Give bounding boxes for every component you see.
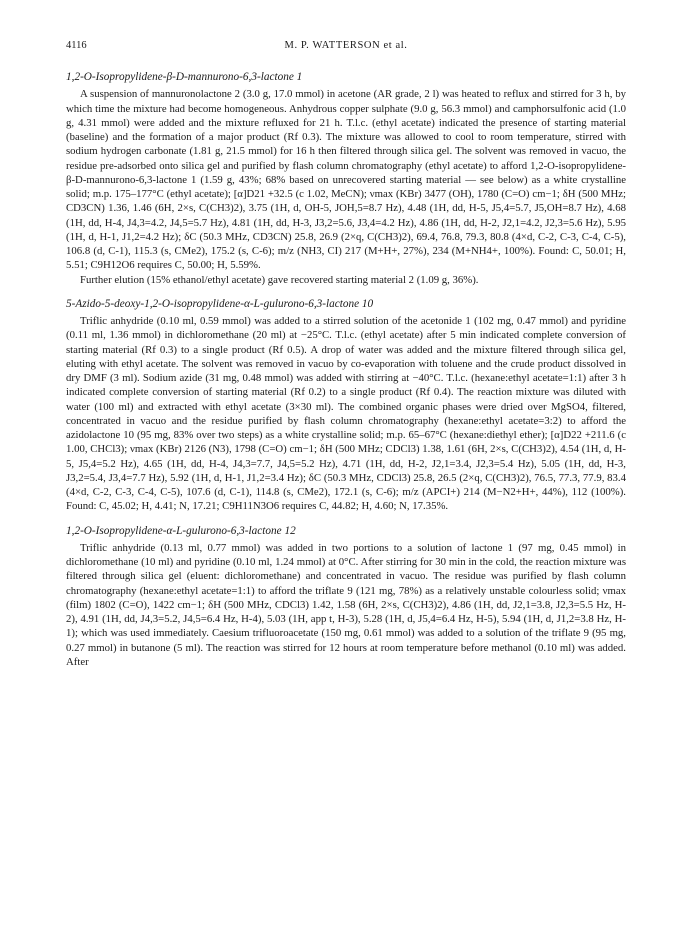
paragraph-lactone-1-recovery: Further elution (15% ethanol/ethyl acetate) gave recovered starting material 2 (1.09 g, 36%). (80, 273, 479, 286)
paragraph-lactone-12-prep: Triflic anhydride (0.13 ml, 0.77 mmol) was added in two portions to a solution of lactone 1 (97 mg, 0.45 mmol) in dichloromethane (10 ml) and pyridine (0.10 ml, 1.24 mmol) at 0°C. After stirring for 30 min in the cold, the reaction mixture was filtered through silica gel (eluent: dichloromethane) and concentrated in vacuo. The residue was purified by flash column chromatography (hexane:ethyl acetate=1:1) to afford the triflate 9 (121 mg, 78%) as a relatively unstable colourless solid; νmax (film) 1802 (C=O), 1422 cm−1; δH (500 MHz, CDCl3) 1.42, 1.58 (6H, 2×s, C(CH3)2), 4.86 (1H, dd, J2,1=3.8, J2,3=5.5 Hz, H-2), 4.91 (1H, dd, J4,3=5.2, J4,5=6.4 Hz, H-4), 5.03 (1H, app t, H-3), 5.28 (1H, d, J5,4=6.4 Hz, H-5), 5.94 (1H, d, J1,2=3.8 Hz, H-1); which was used immediately. Caesium trifluoroacetate (150 mg, 0.61 mmol) was added to a solution of the triflate 9 (95 mg, 0.27 mmol) in butanone (5 ml). The reaction was stirred for 12 hours at room temperature before methanol (0.10 ml) was added. After (66, 541, 626, 668)
section-heading-lactone-1: 1,2-O-Isopropylidene-β-D-mannurono-6,3-lactone 1 (66, 71, 303, 83)
running-title: M. P. WATTERSON et al. (284, 40, 408, 51)
paragraph-lactone-1-prep: A suspension of mannuronolactone 2 (3.0 g, 17.0 mmol) in acetone (AR grade, 2 l) was heated to reflux and stirred for 3 h, by which time the mixture had become homogeneous. Anhydrous copper sulphate (9.0 g, 56.3 mmol) and camphorsulfonic acid (1.0 g, 4.31 mmol) were added and the mixture refluxed for 21 h. T.l.c. (ethyl acetate) indicated the presence of starting material (baseline) and the formation of a major product (Rf 0.3). The mixture was allowed to cool to room temperature, stirred with sodium hydrogen carbonate (1.81 g, 21.5 mmol) for 16 h then filtered through silica gel. The solvent was removed in vacuo, the residue pre-adsorbed onto silica gel and purified by flash column chromatography (ethyl acetate) to afford 1,2-O-isopropylidene-β-D-mannurono-6,3-lactone 1 (1.59 g, 43%; 68% based on unrecovered starting material — see below) as a white crystalline solid; m.p. 175–177°C (ethyl acetate); [α]D21 +32.5 (c 1.02, MeCN); νmax (KBr) 3477 (OH), 1780 (C=O) cm−1; δH (500 MHz; CD3CN) 1.36, 1.46 (6H, 2×s, C(CH3)2), 3.75 (1H, d, OH-5, JOH,5=8.7 Hz), 4.48 (1H, dd, H-5, J5,4=5.7, J5,OH=8.7 Hz), 4.68 (1H, dd, H-4, J4,3=4.2, J4,5=5.7 Hz), 4.81 (1H, dd, H-3, J3,2=5.6, J3,4=4.2 Hz), 4.86 (1H, dd, H-2, J2,1=4.2, J2,3=5.6 Hz), 5.95 (1H, d, H-1, J1,2=4.2 Hz); δC (50.3 MHz, CD3CN) 25.8, 26.9 (2×q, C(CH3)2), 69.4, 76.8, 79.3, 80.8 (4×d, C-2, C-3, C-4, C-5), 106.8 (d, C-1), 115.3 (s, CMe2), 175.2 (s, C-6); m/z (NH3, CI) 217 (M+H+, 27%), 234 (M+NH4+, 100%). Found: C, 50.01; H, 5.51; C9H12O6 requires C, 50.00; H, 5.59%. (66, 88, 626, 272)
page-header (66, 40, 626, 56)
section-heading-lactone-12: 1,2-O-Isopropylidene-α-L-gulurono-6,3-lactone 12 (66, 524, 296, 537)
article-body (66, 70, 626, 669)
paragraph-azidolactone-10-prep: Triflic anhydride (0.10 ml, 0.59 mmol) was added to a stirred solution of the acetonide 1 (102 mg, 0.47 mmol) and pyridine (0.11 ml, 1.36 mmol) in dichloromethane (20 ml) at −25°C. T.l.c. (ethyl acetate) after 5 min indicated complete conversion of starting material (Rf 0.3) to a single product (Rf 0.5). A drop of water was added and the mixture filtered through silica gel, eluting with ethyl acetate. The solvent was removed in vacuo by co-evaporation with toluene and the crude product dissolved in dry DMF (3 ml). Sodium azide (31 mg, 0.48 mmol) was added with stirring at −40°C. T.l.c. (hexane:ethyl acetate=1:1) after 3 h indicated complete conversion of starting material (Rf 0.2) to a single product (Rf 0.4). The reaction mixture was diluted with water (100 ml) and extracted with ethyl acetate (3×30 ml). The combined organic phases were dried over MgSO4, filtered, concentrated in vacuo and the residue purified by flash column chromatography (hexane:ethyl acetate=3:2) to afford the azidolactone 10 (95 mg, 83% over two steps) as a white crystalline solid; m.p. 65–67°C (hexane:diethyl ether); [α]D22 +211.6 (c 1.00, CHCl3); νmax (KBr) 2126 (N3), 1798 (C=O) cm−1; δH (500 MHz; CDCl3) 1.38, 1.61 (6H, 2×s, C(CH3)2), 4.54 (1H, d, H-5, J5,4=5.2 Hz), 4.65 (1H, dd, H-4, J4,3=7.7, J4,5=5.2 Hz), 4.71 (1H, dd, H-2, J2,1=3.4, J2,3=5.4 Hz), 5.05 (1H, dd, H-3, J3,2=5.4, J3,4=7.7 Hz), 5.92 (1H, d, H-1, J1,2=3.4 Hz); δC (50.3 MHz, CDCl3) 25.8, 26.5 (2×q, C(CH3)2), 76.5, 77.3, 77.9, 83.4 (4×d, C-2, C-3, C-4, C-5), 107.6 (d, C-1), 114.8 (s, CMe2), 172.1 (s, C-6); m/z (APCI+) 214 (M−N2+H+, 44%), 112 (100%). Found: C, 45.02; H, 4.41; N, 17.21; C9H11N3O6 requires C, 44.82; H, 4.60; N, 17.35%. (66, 315, 626, 513)
page-number: 4116 (66, 40, 87, 51)
section-heading-azidolactone-10: 5-Azido-5-deoxy-1,2-O-isopropylidene-α-L-gulurono-6,3-lactone 10 (66, 297, 374, 310)
